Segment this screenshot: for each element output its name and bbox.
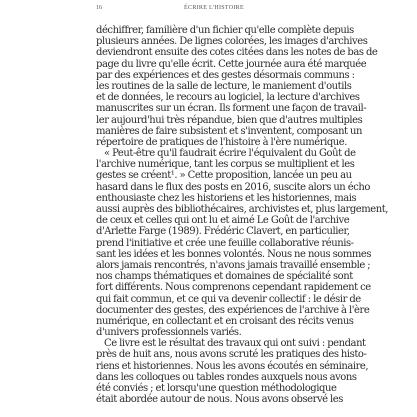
text-line: gestes se créent¹. » Cette proposition, lancée un peu au xyxy=(96,170,352,182)
text-line: deviendront ensuite des cotes citées dans les notes de bas de xyxy=(96,47,378,59)
text-line: près de huit ans, nous avons scruté les pratiques des histo- xyxy=(96,349,367,361)
text-line: d'univers professionnels variés. xyxy=(96,327,242,339)
text-line: été conviés ; et lorsqu'une question méthodologique xyxy=(96,383,337,394)
text-line: sant les idées et les bonnes volontés. Nous ne nous sommes xyxy=(96,248,372,260)
text-line: répertoire de pratiques de l'histoire à l'ère numérique. xyxy=(96,136,347,148)
text-line: documenter des gestes, des expériences de l'archive à l'ère xyxy=(96,304,370,316)
text-line: l'archive numérique, tant les corpus se multiplient et les xyxy=(96,159,355,171)
text-line: déchiffrer, familière d'un fichier qu'elle complète depuis xyxy=(96,25,354,36)
text-line: enthousiaste chez les historiens et les historiennes, mais xyxy=(96,192,357,204)
text-line: riens et historiennes. Nous les avons écoutés en séminaire, xyxy=(96,360,369,372)
running-title: ÉCRIRE L'HISTOIRE xyxy=(184,5,244,11)
text-line: page du livre qu'elle écrit. Cette journée aura été marquée xyxy=(96,58,367,70)
text-line: numérique, en collectant et en croisant des récits venus xyxy=(96,315,354,327)
text-line: plusieurs années. De lignes colorées, les images d'archives xyxy=(96,36,368,48)
page-number: 16 xyxy=(96,5,102,11)
text-line: Ce livre est le résultat des travaux qui ont suivi : pendant xyxy=(104,338,366,350)
text-line: dans les colloques ou tables rondes auxquels nous avons xyxy=(96,371,357,383)
text-line: de ceux et celles qui ont lu et aimé Le Goût de l'archive xyxy=(96,215,350,227)
text-line: était abordée autour de nous. Nous avons observé les xyxy=(96,394,343,406)
text-line: par des expériences et des gestes désormais communs : xyxy=(96,69,355,81)
text-line: les routines de la salle de lecture, le maniement d'outils xyxy=(96,80,352,92)
text-line: fort différents. Nous comprenons cependant rapidement ce xyxy=(96,282,371,294)
text-line: nos champs thématiques et domaines de spécialité sont xyxy=(96,271,353,283)
text-line: alors jamais rencontrés, n'avons jamais travaillé ensemble ; xyxy=(96,259,371,271)
text-line: manuscrites sur un écran. Ils forment une façon de travail- xyxy=(96,103,367,115)
text-line: d'Arlette Farge (1989). Frédéric Clavert, en particulier, xyxy=(96,226,350,238)
text-line: et de données, le recours au logiciel, la lecture d'archives xyxy=(96,92,360,104)
text-line: prend l'initiative et crée une feuille collaborative réunis- xyxy=(96,237,354,249)
text-line: manières de faire subsistent et s'inventent, composant un xyxy=(96,125,363,137)
body-text xyxy=(96,25,389,406)
text-line: « Peut-être qu'il faudrait écrire l'équivalent du Goût de xyxy=(104,148,356,160)
text-line: ler aujourd'hui très répandue, bien que d'autres multiples xyxy=(96,114,363,126)
text-line: qui fait commun, et ce qui va devenir collectif : le désir de xyxy=(96,293,361,305)
text-line: hasard dans le flux des posts en 2016, suscite alors un écho xyxy=(96,181,370,193)
text-line: aussi auprès des bibliothécaires, archivistes et, plus largement, xyxy=(96,204,389,215)
